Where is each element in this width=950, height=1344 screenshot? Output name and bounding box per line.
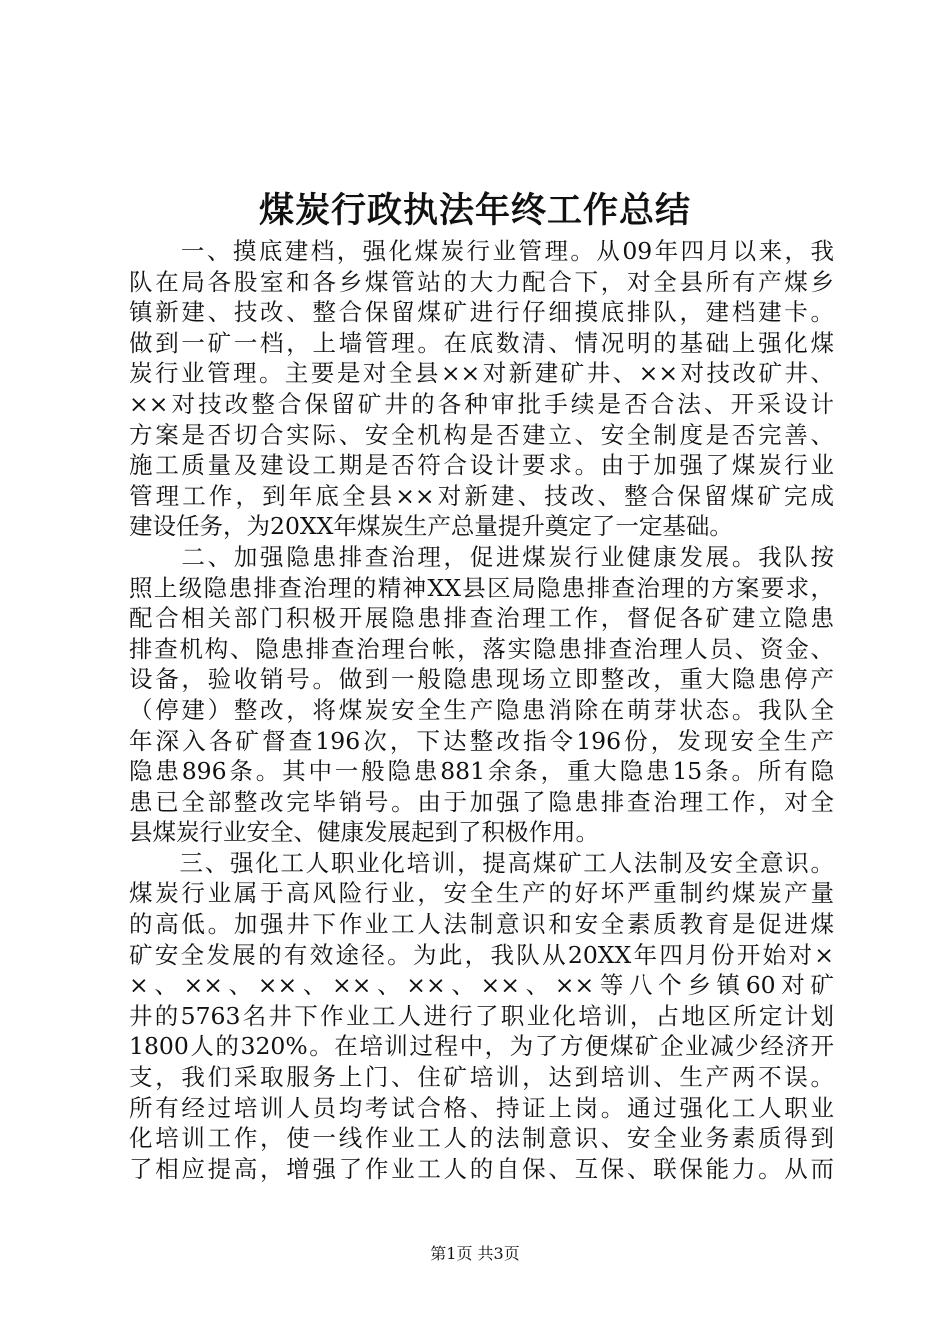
body-line: 井的5763名井下作业工人进行了职业化培训，占地区所定计划	[129, 1001, 834, 1030]
page-footer: 第1页 共3页	[430, 1244, 520, 1263]
body-line: 镇新建、技改、整合保留煤矿进行仔细摸底排队，建档建卡。	[129, 298, 834, 327]
body-line: ××对技改整合保留矿井的各种审批手续是否合法、开采设计	[129, 389, 834, 418]
body-line: 年深入各矿督查196次，下达整改指令196份，发现安全生产	[129, 726, 834, 755]
body-line: 排查机构、隐患排查治理台帐，落实隐患排查治理人员、资金、	[129, 634, 834, 663]
body-line: 所有经过培训人员均考试合格、持证上岗。通过强化工人职业	[129, 1093, 834, 1122]
body-line: 患已全部整改完毕销号。由于加强了隐患排查治理工作，对全	[129, 787, 834, 816]
body-line: 化培训工作，使一线作业工人的法制意识、安全业务素质得到	[129, 1124, 834, 1153]
body-line: 的高低。加强井下作业工人法制意识和安全素质教育是促进煤	[129, 910, 834, 939]
body-line: 了相应提高，增强了作业工人的自保、互保、联保能力。从而	[129, 1154, 834, 1183]
body-line: 一、摸底建档，强化煤炭行业管理。从09年四月以来，我	[129, 237, 834, 265]
body-line: 二、加强隐患排查治理，促进煤炭行业健康发展。我队按	[129, 542, 834, 571]
body-line: 配合相关部门积极开展隐患排查治理工作，督促各矿建立隐患	[129, 604, 834, 633]
body-line: 隐患896条。其中一般隐患881余条，重大隐患15条。所有隐	[129, 757, 834, 786]
body-line: （停建）整改，将煤炭安全生产隐患消除在萌芽状态。我队全	[129, 695, 834, 724]
body-line: 炭行业管理。主要是对全县××对新建矿井、××对技改矿井、	[129, 359, 834, 388]
body-line: 方案是否切合实际、安全机构是否建立、安全制度是否完善、	[129, 420, 834, 449]
document-body	[129, 236, 834, 1184]
body-line: 建设任务，为20XX年煤炭生产总量提升奠定了一定基础。	[129, 512, 733, 541]
body-line: 管理工作，到年底全县××对新建、技改、整合保留煤矿完成	[129, 481, 834, 510]
body-line: 三、强化工人职业化培训，提高煤矿工人法制及安全意识。	[129, 848, 834, 877]
body-line: 煤炭行业属于高风险行业，安全生产的好坏严重制约煤炭产量	[129, 879, 834, 908]
body-line: 1800人的320%。在培训过程中，为了方便煤矿企业减少经济开	[129, 1032, 834, 1061]
body-line: 矿安全发展的有效途径。为此，我队从20XX年四月份开始对×	[129, 940, 834, 969]
body-line: 做到一矿一档，上墙管理。在底数清、情况明的基础上强化煤	[129, 328, 834, 357]
document-title: 煤炭行政执法年终工作总结	[258, 190, 691, 231]
body-line: 设备，验收销号。做到一般隐患现场立即整改，重大隐患停产	[129, 665, 834, 694]
body-line: 照上级隐患排查治理的精神XX县区局隐患排查治理的方案要求，	[129, 573, 834, 602]
body-line: 队在局各股室和各乡煤管站的大力配合下，对全县所有产煤乡	[129, 267, 834, 296]
body-line: 支，我们采取服务上门、住矿培训，达到培训、生产两不误。	[129, 1063, 834, 1092]
body-line: 施工质量及建设工期是否符合设计要求。由于加强了煤炭行业	[129, 451, 834, 480]
body-line: 县煤炭行业安全、健康发展起到了积极作用。	[129, 818, 599, 847]
body-line: ×、××、××、××、××、××、××等八个乡镇60对矿	[129, 971, 834, 1000]
